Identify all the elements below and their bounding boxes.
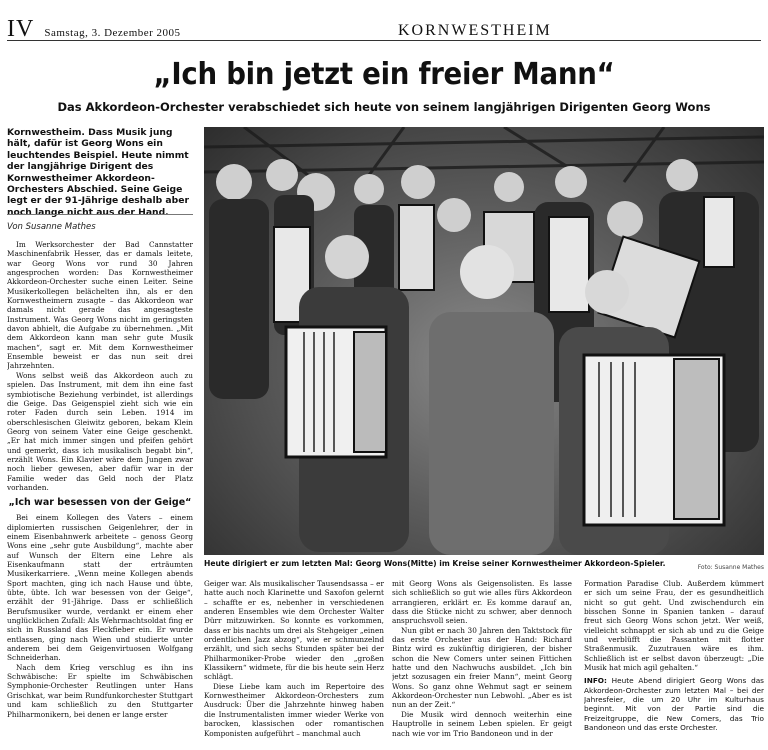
page-header-left xyxy=(7,16,181,43)
col1-paragraph-1: Im Werksorchester der Bad Cannstatter Maschinenfabrik Hesser, das er damals leitete, war Georg Wons vor rund 30 Jahren angesprochen worden: Das Kornwestheimer Akkordeon-Orchester suche einen Leiter. Seine Musikerkollegen belächelten ihn, als er den Kornwestheimern zusagte – das Akkordeon war damals nicht gerade das angesagteste Instrument. Was Georg Wons nicht im geringsten davon abhielt, die Aufgabe zu übernehmen. „Mit dem Akkordeon kann man sehr gute Musik machen“, sagt er. Mit dem Kornwestheimer Ensemble beweist er das nun seit drei Jahrzehnten. xyxy=(7,240,193,371)
lead-text: Dass Musik jung hält, dafür ist Georg Wons ein leuchtendes Beispiel. Heute nimmt der langjährige Dirigent des Kornwestheimer Akkordeon-Orchesters Abschied. Seine Geige legt er der 91-Jährige deshalb aber noch lange nicht aus der Hand. xyxy=(7,127,189,218)
issue-date: Samstag, 3. Dezember 2005 xyxy=(44,27,181,39)
photo-caption: Heute dirigiert er zum letzten Mal: Georg Wons(Mitte) im Kreise seiner Kornwestheimer Akkordeon-Spieler. xyxy=(204,559,666,568)
byline: Von Susanne Mathes xyxy=(7,222,96,232)
info-box xyxy=(584,676,764,732)
info-text: Heute Abend dirigiert Georg Wons das Akkordeon-Orchester zum letzten Mal – bei der Jahresfeier, die um 20 Uhr im Kulturhaus beginnt. Mit von der Partie sind die Freizeitgruppe, die New Comers, das Trio Bandoneon und das erste Orchester. xyxy=(584,676,764,733)
photo-illustration xyxy=(204,127,764,555)
column-subheading: „Ich war besessen von der Geige“ xyxy=(8,497,192,509)
article-headline: „Ich bin jetzt ein freier Mann“ xyxy=(153,57,615,92)
column-4 xyxy=(584,579,764,747)
header-rule xyxy=(7,40,761,41)
column-3 xyxy=(392,579,572,747)
byline-rule xyxy=(7,214,193,215)
article-subhead: Das Akkordeon-Orchester verabschiedet sich heute von seinem langjährigen Dirigenten Georg Wons xyxy=(57,100,711,114)
article-lead xyxy=(7,127,193,218)
col3-paragraph-3: Die Musik wird dennoch weiterhin eine Hauptrolle in seinem Leben spielen. Er geigt nach wie vor im Trio Bandoneon und in der xyxy=(392,709,572,738)
info-label: INFO: xyxy=(584,676,607,686)
column-2 xyxy=(204,579,384,747)
col1-paragraph-3: Bei einem Kollegen des Vaters – einem diplomierten russischen Geigenlehrer, der in einem Eisenbahnwerk arbeitete – genoss Georg Wons eine „sehr gute Ausbildung“, machte aber auf Wunsch der Eltern eine Lehre als Eisenkaufmann statt der erträumten Musikerkarriere. „Wenn meine Kollegen abends Sport machten, ging ich nach Hause und übte, übte, übte. Ich war besessen von der Geige“, erzählt der 91-Jährige. Dass er schließlich Berufsmusiker wurde, verdankt er einem eher unglücklichen Zufall: Als Wehrmachtsoldat fing er sich in Russland das Fleckfieber ein. Er wurde entlassen, ging nach Wien und studierte unter anderem bei dem Geigenvirtuosen Wolfgang Schneiderhan. xyxy=(7,513,193,663)
page-number: IV xyxy=(7,16,35,42)
col3-paragraph-1: mit Georg Wons als Geigensolisten. Es lasse sich schließlich so gut wie alles fürs Akkordeon arrangieren, erklärt er. Es komme darauf an, dass die Stücke nicht zu schwer, aber dennoch anspruchsvoll seien. xyxy=(392,579,572,626)
col2-paragraph-1: Geiger war. Als musikalischer Tausendsassa – er hatte auch noch Klarinette und Saxofon gelernt – schaffte er es, nebenher in verschiedenen anderen Ensembles wie dem Orchester Walter Dürr mitzuwirken. So konnte es vorkommen, dass er bis nachts um drei als Stehgeiger „einen ordentlichen Jazz abzog“, wie er schmunzelnd erzählt, und sich sechs Stunden später bei der Philharmoniker-Probe wieder den „großen Klassikern“ widmete, für die bis heute sein Herz schlägt. xyxy=(204,579,384,682)
col2-paragraph-2: Diese Liebe kam auch im Repertoire des Kornwestheimer Akkordeon-Orchesters zum Ausdruck: Über die Jahrzehnte hinweg haben die Instrumentalisten immer wieder Werke von barocken, klassischen oder romantischen Komponisten aufgeführt – manchmal auch xyxy=(204,681,384,738)
col4-paragraph-1: Formation Paradise Club. Außerdem kümmert er sich um seine Frau, der es gesundheitlich nicht so gut geht. Und zwischendurch ein bisschen Sonne in Spanien tanken – darauf freut sich Georg Wons schon jetzt. Wer weiß, vielleicht schnappt er sich ab und zu die Geige und verblüfft die Passanten mit flotter Straßenmusik. Zuzutrauen wäre es ihm. Schließlich ist er selbst davon überzeugt: „Die Musik hat mich agil gehalten.“ xyxy=(584,579,764,673)
col1-paragraph-4: Nach dem Krieg verschlug es ihn ins Schwäbische: Er spielte im Schwäbischen Symphonie-Orchester Reutlingen unter Hans Grischkat, war beim Rundfunkorchester Stuttgart und kam schließlich zu den Stuttgarter Philharmonikern, bei denen er lange erster xyxy=(7,662,193,719)
section-title: KORNWESTHEIM xyxy=(398,22,552,39)
photo-credit: Foto: Susanne Mathes xyxy=(697,564,764,571)
col3-paragraph-2: Nun gibt er nach 30 Jahren den Taktstock für das erste Orchester aus der Hand: Richard Bintz wird es zukünftig dirigieren, der bisher schon die New Comers unter seinen Fittichen hatte und den Nachwuchs ausbildet. „Ich bin jetzt sozusagen ein freier Mann“, meint Georg Wons. So ganz ohne Wehmut sagt er seinem Akkordeon-Orchester nun Lebwohl. „Aber es ist nun an der Zeit.“ xyxy=(392,625,572,710)
lead-location: Kornwestheim. xyxy=(7,127,85,138)
col1-paragraph-2: Wons selbst weiß das Akkordeon auch zu spielen. Das Instrument, mit dem ihn eine fast symbiotische Beziehung verbindet, ist allerdings die Geige. Das Geigenspiel zieht sich wie ein roter Faden durch sein Leben. 1914 im oberschlesischen Gleiwitz geboren, bekam Klein Georg von seinem Vater eine Geige geschenkt. „Er hat mich immer singen und pfeifen gehört und gemerkt, dass ich musikalisch begabt bin“, erzählt Wons. Ein Klavier wäre dem Jungen zwar noch lieber gewesen, aber dafür war in der Familie weder das Geld noch der Platz vorhanden. xyxy=(7,370,193,492)
column-1 xyxy=(7,240,193,746)
orchestra-photo xyxy=(204,127,764,555)
